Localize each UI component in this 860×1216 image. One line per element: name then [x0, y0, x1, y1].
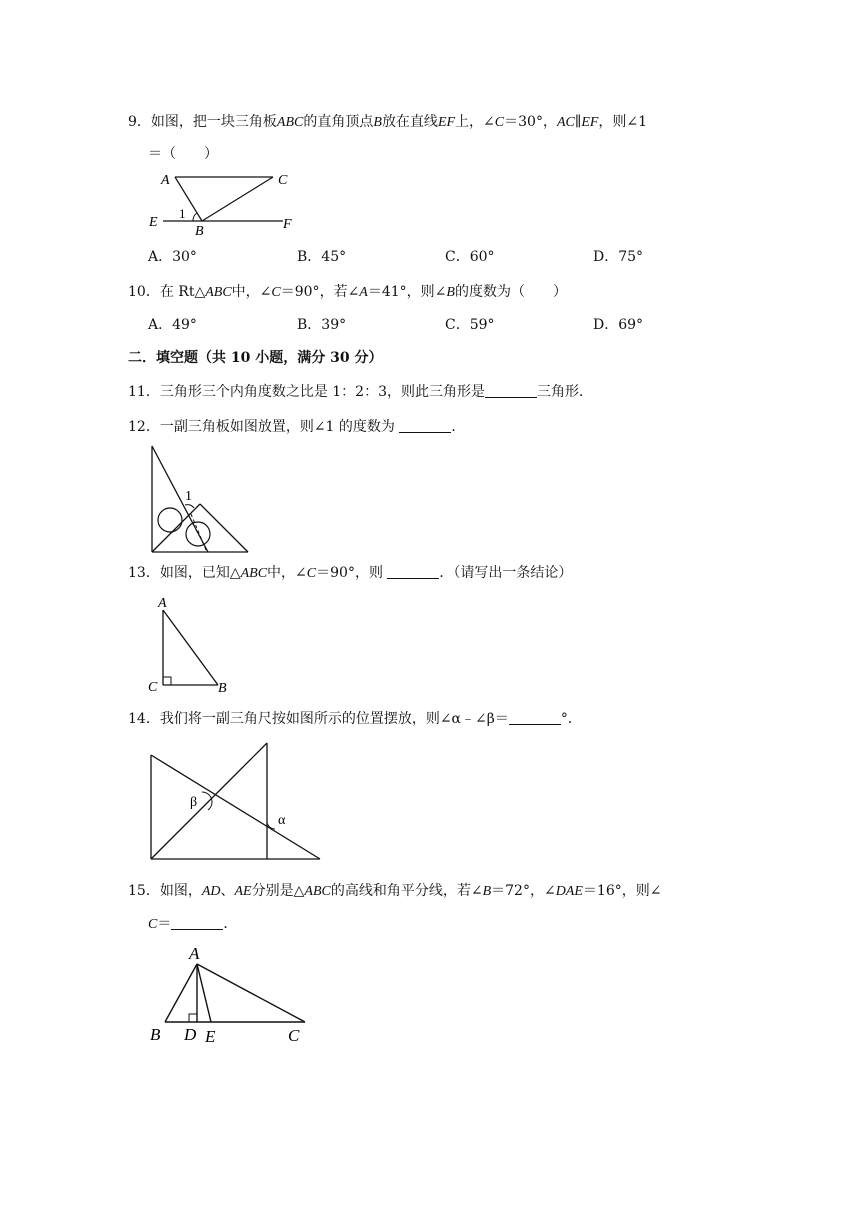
- answer-blank[interactable]: [171, 915, 223, 930]
- label-c: C: [288, 1026, 300, 1045]
- question-13: 13．如图，已知△ABC中，∠C＝90°，则 ．（请写出一条结论）: [128, 565, 573, 581]
- label-f: F: [283, 217, 292, 232]
- angle-1-arc: [193, 213, 197, 221]
- q9-option-b: B．45°: [297, 249, 347, 265]
- question-11: 11．三角形三个内角度数之比是 1：2：3，则此三角形是 三角形．: [128, 384, 593, 400]
- question-12-figure: [148, 442, 258, 554]
- question-15-line-2: C＝ ．: [148, 916, 238, 932]
- right-angle-mark: [163, 677, 171, 685]
- label-a: A: [189, 944, 200, 963]
- label-beta: β: [190, 795, 198, 810]
- question-15-line-1: 15．如图，AD、AE分别是△ABC的高线和角平分线，若∠B＝72°，∠DAE＝16°，则∠: [128, 883, 662, 899]
- section-2-heading: 二．填空题（共 10 小题，满分 30 分）: [128, 350, 383, 366]
- q10-option-a: A．49°: [148, 317, 197, 333]
- q10-option-b: B．39°: [297, 317, 347, 333]
- question-12: 12．一副三角板如图放置，则∠1 的度数为 ．: [128, 419, 466, 435]
- q10-option-d: D．69°: [593, 317, 644, 333]
- label-alpha: α: [278, 813, 286, 828]
- q10-option-c: C．59°: [445, 317, 495, 333]
- set-square-1-hypotenuse: [152, 446, 208, 552]
- segment-ab: [165, 964, 197, 1022]
- q9-option-a: A．30°: [148, 249, 197, 265]
- triangle-2-hypotenuse: [151, 743, 267, 859]
- question-9-line-1: 9．如图，把一块三角板ABC的直角顶点B放在直线EF上，∠C＝30°，AC∥EF，则∠1: [128, 114, 648, 130]
- label-e: E: [205, 1027, 216, 1046]
- question-13-figure: [145, 594, 245, 694]
- question-15-figure: [145, 940, 315, 1050]
- segment-ab: [163, 610, 218, 685]
- label-c: C: [278, 173, 288, 188]
- answer-blank[interactable]: [387, 564, 439, 579]
- answer-blank[interactable]: [399, 418, 451, 433]
- label-a: A: [161, 173, 170, 188]
- q9-option-c: C．60°: [445, 249, 495, 265]
- answer-blank[interactable]: [509, 710, 561, 725]
- label-b: B: [150, 1025, 161, 1044]
- question-9-figure: [145, 168, 315, 238]
- question-9-line-2: ＝（ ）: [148, 146, 218, 162]
- set-square-1-hole: [158, 508, 182, 532]
- label-b: B: [218, 681, 227, 696]
- angle-1-arc: [185, 505, 194, 508]
- segment-ac: [197, 964, 305, 1022]
- right-angle-mark: [189, 1014, 197, 1022]
- question-14: 14．我们将一副三角尺按如图所示的位置摆放，则∠α﹣∠β＝ °．: [128, 711, 582, 727]
- label-1: 1: [185, 489, 192, 504]
- answer-blank[interactable]: [485, 383, 537, 398]
- label-e: E: [149, 215, 158, 230]
- set-square-2-hypotenuse: [200, 504, 248, 552]
- segment-bc: [202, 177, 273, 221]
- label-a: A: [158, 596, 167, 611]
- label-d: D: [184, 1025, 197, 1044]
- label-1: 1: [179, 206, 186, 221]
- bisector-ae: [197, 964, 211, 1022]
- label-c: C: [148, 680, 158, 695]
- triangle-1-hypotenuse: [151, 755, 320, 859]
- question-14-figure: [145, 740, 325, 865]
- q9-option-d: D．75°: [593, 249, 644, 265]
- question-10: 10．在 Rt△ABC中，∠C＝90°，若∠A＝41°，则∠B的度数为（ ）: [128, 284, 567, 300]
- label-b: B: [195, 224, 204, 239]
